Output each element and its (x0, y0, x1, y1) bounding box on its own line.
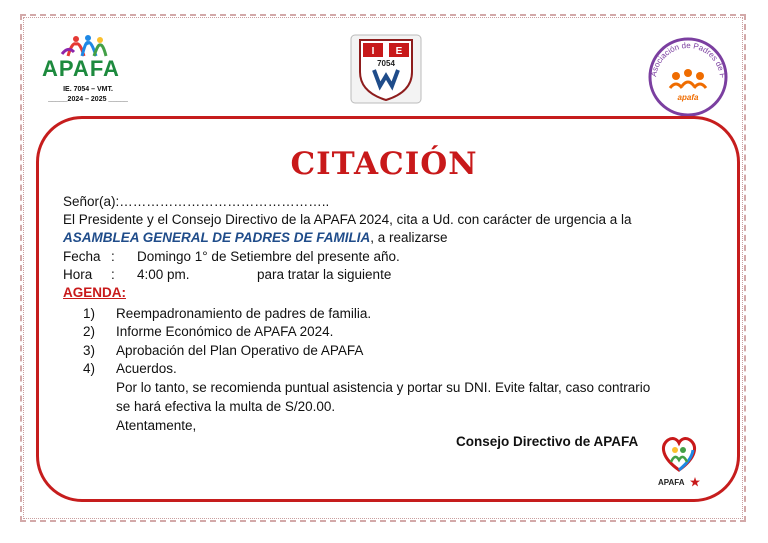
assembly-line (63, 230, 448, 245)
star-icon (690, 477, 700, 487)
crest-letter-i: I (371, 46, 375, 57)
note-line: se hará efectiva la multa de S/20.00. (116, 399, 336, 414)
note-line: Por lo tanto, se recomienda puntual asistencia y portar su DNI. Evite faltar, caso contrario (116, 380, 651, 395)
agenda-number: 4) (83, 361, 96, 376)
family-figures-icon (38, 34, 138, 58)
association-name: Asociación de Padres de F (649, 40, 727, 79)
salutation: Señor(a):……………………………………….. (63, 194, 330, 209)
school-period: _____2024 – 2025 _____ (48, 96, 128, 103)
fecha-value: Domingo 1° de Setiembre del presente año. (137, 249, 400, 264)
association-logo (642, 36, 734, 118)
assembly-highlight: ASAMBLEA GENERAL DE PADRES DE FAMILIA (63, 230, 371, 245)
apafa-logo-left (38, 34, 138, 114)
footer-logo-text: APAFA (658, 478, 685, 487)
hora-sep: : (111, 267, 115, 282)
agenda-item: Acuerdos. (116, 361, 177, 376)
crest-number: 7054 (377, 59, 395, 68)
intro-text: El Presidente y el Consejo Directivo de la APAFA 2024, cita a Ud. con carácter de urgencia a la (63, 212, 632, 227)
agenda-item: Informe Económico de APAFA 2024. (116, 324, 334, 339)
shield-icon (350, 34, 422, 104)
page-title: CITACIÓN (290, 146, 478, 182)
assembly-suffix: , a realizarse (370, 230, 448, 245)
hora-label: Hora (63, 267, 93, 282)
agenda-number: 3) (83, 343, 96, 358)
apafa-footer-logo (656, 430, 702, 492)
fecha-sep: : (111, 249, 115, 264)
school-crest (350, 34, 422, 104)
association-sub: apafa (677, 93, 699, 102)
agenda-item: Reempadronamiento de padres de familia. (116, 306, 372, 321)
closing-text: Atentamente, (116, 418, 197, 433)
hora-value: 4:00 pm. (137, 267, 190, 282)
agenda-item: Aprobación del Plan Operativo de APAFA (116, 343, 364, 358)
agenda-label: AGENDA: (63, 285, 126, 300)
agenda-number: 1) (83, 306, 96, 321)
hora-suffix: para tratar la siguiente (257, 267, 392, 282)
crest-letter-e: E (395, 46, 403, 57)
association-seal-icon (642, 36, 734, 118)
heart-family-icon (656, 430, 702, 476)
signature: Consejo Directivo de APAFA (456, 434, 639, 449)
agenda-number: 2) (83, 324, 96, 339)
fecha-label: Fecha (63, 249, 101, 264)
apafa-logo-text: APAFA (42, 56, 120, 81)
school-code: IE. 7054 – VMT. (63, 86, 113, 93)
